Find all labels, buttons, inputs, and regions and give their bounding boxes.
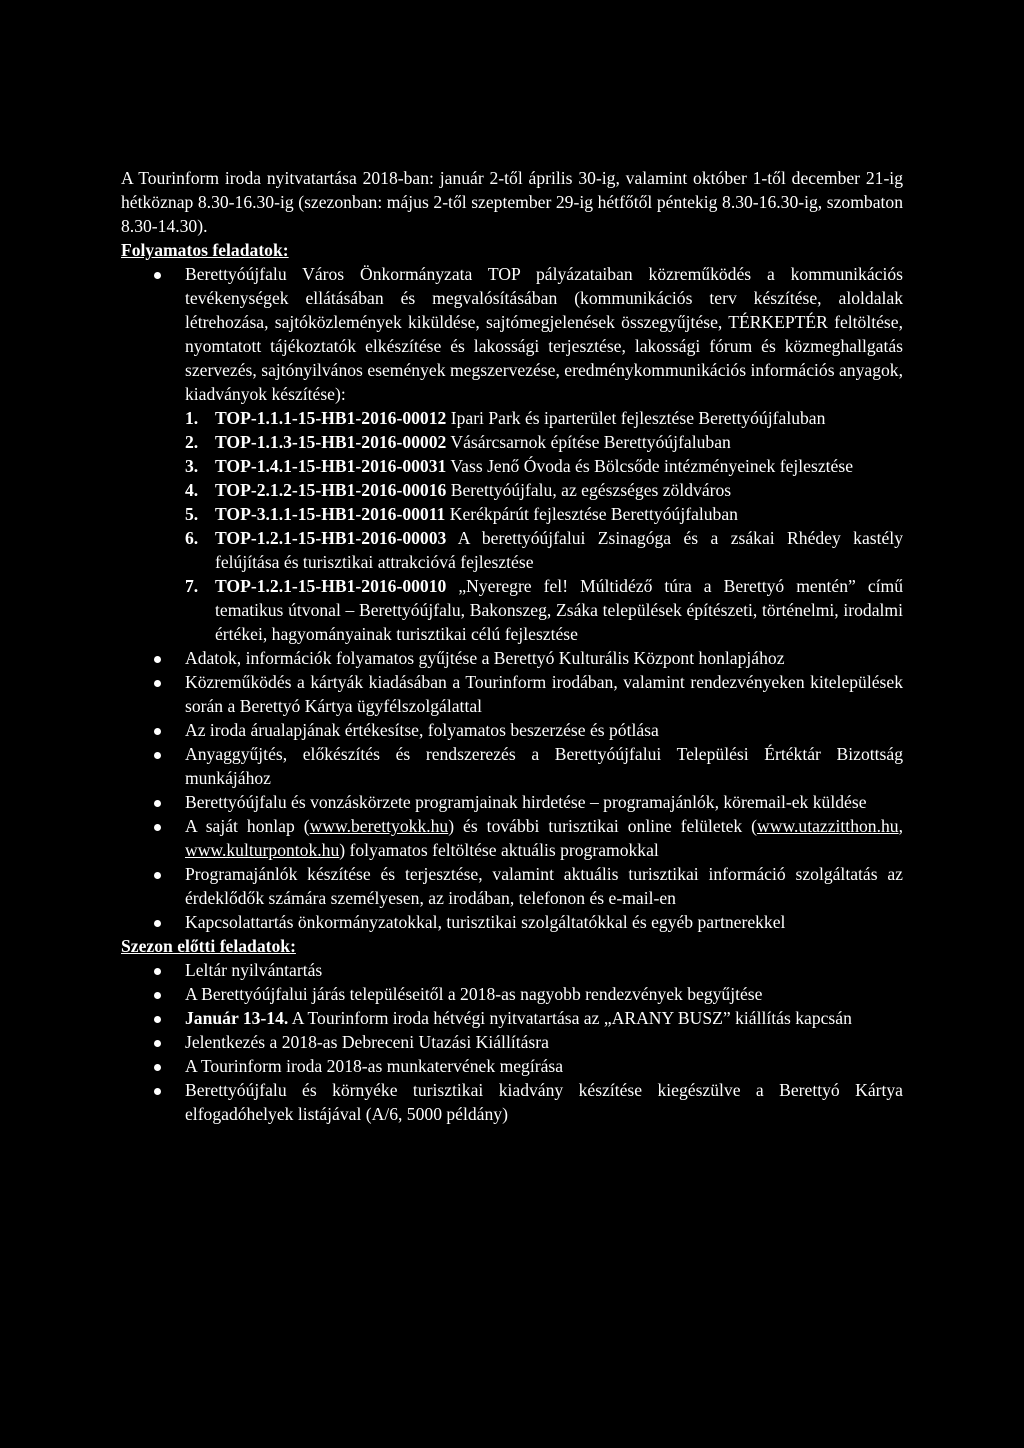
- ongoing-tasks-heading: Folyamatos feladatok:: [121, 240, 289, 260]
- project-number: 7.: [185, 576, 199, 596]
- project-code: TOP-1.2.1-15-HB1-2016-00003: [215, 528, 447, 548]
- project-code: TOP-1.4.1-15-HB1-2016-00031: [215, 456, 447, 476]
- project-code: TOP-3.1.1-15-HB1-2016-00011: [215, 504, 446, 524]
- project-number: 1.: [185, 408, 199, 428]
- project-item: [185, 574, 903, 646]
- list-item: [121, 1006, 903, 1030]
- kulturpontok-link[interactable]: www.kulturpontok.hu: [185, 840, 340, 860]
- list-item: A Tourinform iroda 2018-as munkatervének megírása: [121, 1054, 903, 1078]
- project-code: TOP-2.1.2-15-HB1-2016-00016: [215, 480, 447, 500]
- project-item: [185, 478, 903, 502]
- top-projects-intro: Berettyóújfalu Város Önkormányzata TOP pályázataiban közreműködés a kommunikációs tevékenységek ellátásában és megvalósításában (kommunikációs terv készítése, aloldalak létrehozása, sajtóközlemények kiküldése, sajtómegjelenések összegyűjtése, TÉRKEPTÉR feltöltése, nyomtatott tájékoztatók elkészítése és lakossági terjesztése, lakossági fórum és közmeghallgatás szervezés, sajtónyilvános események megszervezése, eredménykommunikációs információs anyagok, kiadványok készítése):: [185, 264, 903, 404]
- project-number: 2.: [185, 432, 199, 452]
- project-code: TOP-1.1.3-15-HB1-2016-00002: [215, 432, 447, 452]
- list-item: Kapcsolattartás önkormányzatokkal, turisztikai szolgáltatókkal és egyéb partnerekkel: [121, 910, 903, 934]
- date-label: Január 13-14.: [185, 1008, 289, 1028]
- document-page: [121, 166, 903, 1126]
- list-item: Adatok, információk folyamatos gyűjtése a Berettyó Kulturális Központ honlapjához: [121, 646, 903, 670]
- project-item: [185, 406, 903, 430]
- ongoing-tasks-list: [121, 262, 903, 934]
- list-item: [121, 814, 903, 862]
- list-item: Az iroda árualapjának értékesítse, folyamatos beszerzése és pótlása: [121, 718, 903, 742]
- preseason-tasks-heading: Szezon előtti feladatok:: [121, 936, 296, 956]
- project-title: Ipari Park és iparterület fejlesztése Berettyóújfaluban: [450, 408, 826, 428]
- list-item: [121, 262, 903, 646]
- project-code: TOP-1.1.1-15-HB1-2016-00012: [215, 408, 447, 428]
- list-item: Leltár nyilvántartás: [121, 958, 903, 982]
- list-item: Berettyóújfalu és környéke turisztikai kiadvány készítése kiegészülve a Berettyó Kártya elfogadóhelyek listájával (A/6, 5000 példány): [121, 1078, 903, 1126]
- project-title: A berettyóújfalui Zsinagóga és a zsákai Rhédey kastély felújítása és turisztikai attrakcióvá fejlesztése: [215, 528, 903, 572]
- project-title: Vass Jenő Óvoda és Bölcsőde intézményeinek fejlesztése: [450, 456, 853, 476]
- list-item: Jelentkezés a 2018-as Debreceni Utazási Kiállításra: [121, 1030, 903, 1054]
- preseason-tasks-list: [121, 958, 903, 1126]
- list-item: Berettyóújfalu és vonzáskörzete programjainak hirdetése – programajánlók, köremail-ek küldése: [121, 790, 903, 814]
- web-item-text: ,: [898, 816, 903, 836]
- top-projects-list: [185, 406, 903, 646]
- list-item: Programajánlók készítése és terjesztése, valamint aktuális turisztikai információ szolgáltatás az érdeklődők számára személyesen, az irodában, telefonon és e-mail-en: [121, 862, 903, 910]
- project-item: [185, 454, 903, 478]
- project-number: 4.: [185, 480, 199, 500]
- project-number: 6.: [185, 528, 199, 548]
- project-title: Kerékpárút fejlesztése Berettyóújfaluban: [449, 504, 738, 524]
- utazzitthon-link[interactable]: www.utazzitthon.hu: [757, 816, 899, 836]
- list-item-text: A Tourinform iroda hétvégi nyitvatartása az „ARANY BUSZ” kiállítás kapcsán: [288, 1008, 852, 1028]
- web-item-text: ) folyamatos feltöltése aktuális programokkal: [339, 840, 659, 860]
- web-item-text: A saját honlap (: [185, 816, 310, 836]
- list-item: Közreműködés a kártyák kiadásában a Tourinform irodában, valamint rendezvényeken kitelepülések során a Berettyó Kártya ügyfélszolgálattal: [121, 670, 903, 718]
- project-number: 3.: [185, 456, 199, 476]
- project-title: Berettyóújfalu, az egészséges zöldváros: [450, 480, 732, 500]
- project-item: [185, 430, 903, 454]
- project-title: „Nyeregre fel! Múltidéző túra a Berettyó mentén” című tematikus útvonal – Berettyóújfalu, Bakonszeg, Zsáka települések építészeti, történelmi, irodalmi értékei, hagyományainak turisztikai célú fejlesztése: [215, 576, 903, 644]
- project-item: [185, 526, 903, 574]
- project-title: Vásárcsarnok építése Berettyóújfaluban: [450, 432, 731, 452]
- list-item: A Berettyóújfalui járás településeitől a 2018-as nagyobb rendezvények begyűjtése: [121, 982, 903, 1006]
- project-number: 5.: [185, 504, 199, 524]
- opening-hours-paragraph: A Tourinform iroda nyitvatartása 2018-ban: január 2-től április 30-ig, valamint október 1-től december 21-ig hétköznap 8.30-16.30-ig (szezonban: május 2-től szeptember 29-ig hétfőtől péntekig 8.30-16.30-ig, szombaton 8.30-14.30).: [121, 168, 903, 236]
- list-item: Anyaggyűjtés, előkészítés és rendszerezés a Berettyóújfalui Települési Értéktár Bizottság munkájához: [121, 742, 903, 790]
- berettyokk-link[interactable]: www.berettyokk.hu: [309, 816, 449, 836]
- web-item-text: ) és további turisztikai online felületek (: [448, 816, 758, 836]
- project-item: [185, 502, 903, 526]
- project-code: TOP-1.2.1-15-HB1-2016-00010: [215, 576, 447, 596]
